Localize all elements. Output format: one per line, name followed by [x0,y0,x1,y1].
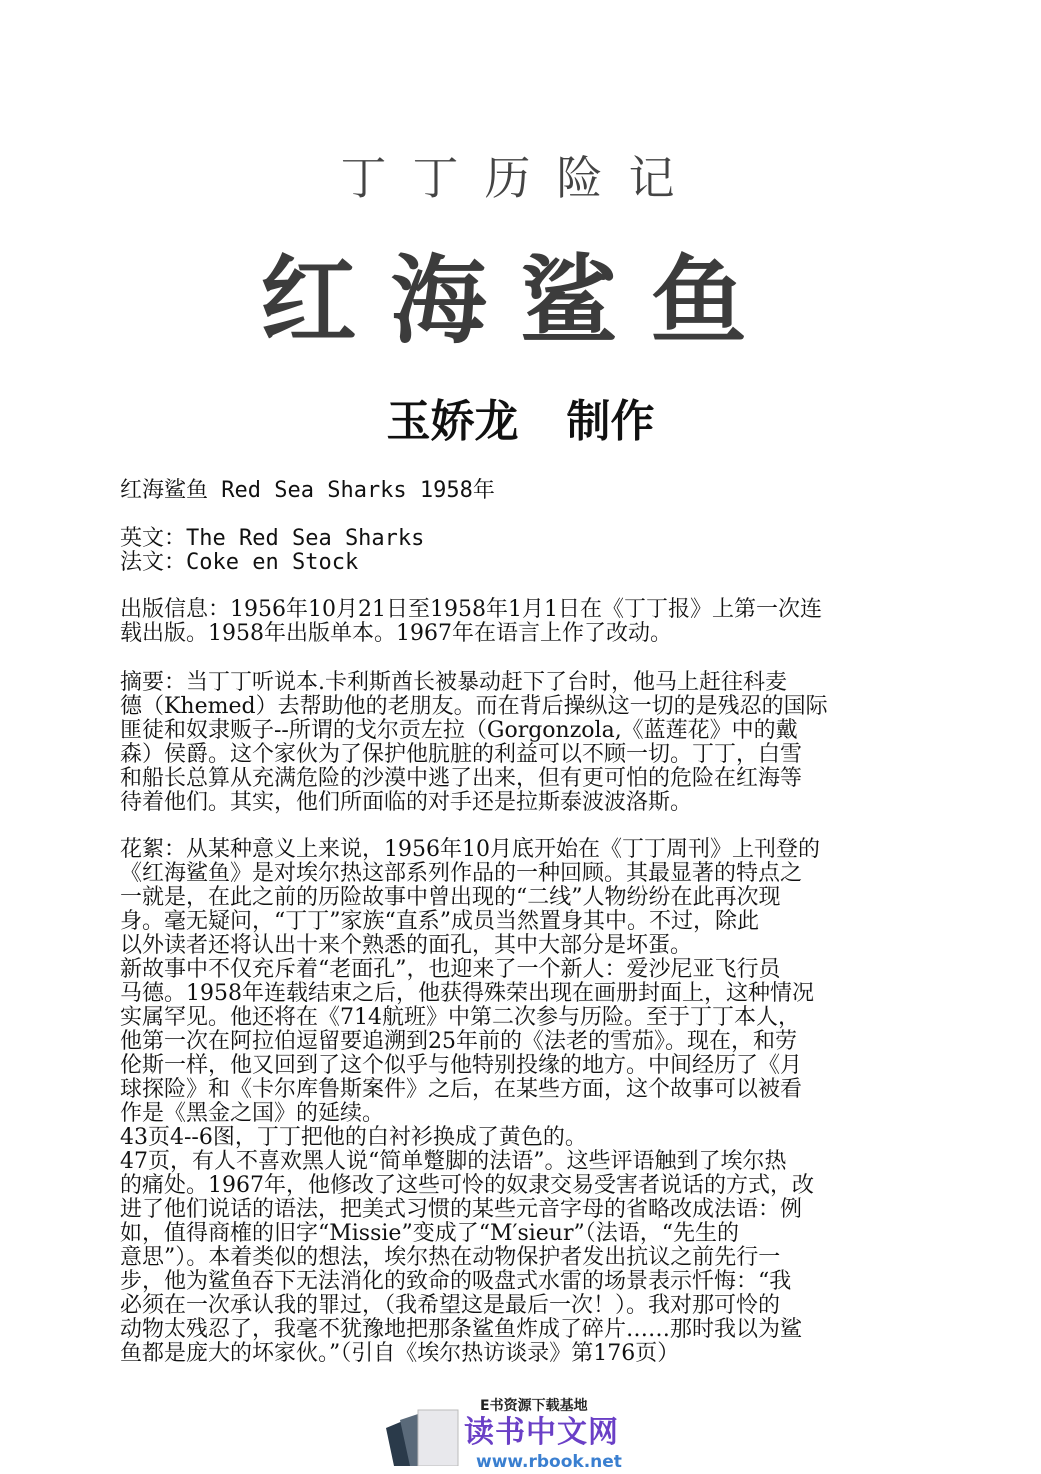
logo-name: 读书中文网 [464,1415,619,1450]
credit-label: 制作 [566,396,655,447]
text-line: 如，值得商榷的旧字“Missie”变成了“M′sieur”（法语，“先生的 [120,1221,739,1246]
site-logo [380,1398,650,1474]
author-credit [0,395,1041,449]
heading-line: 红海鲨鱼 Red Sea Sharks 1958年 [120,478,495,503]
text-line: 以外读者还将认出十来个熟悉的面孔，其中大部分是坏蛋。 [120,933,693,958]
text-line: 动物太残忍了，我毫不犹豫地把那条鲨鱼炸成了碎片……那时我以为鲨 [120,1317,803,1342]
text-line: 作是《黑金之国》的延续。 [120,1101,385,1126]
text-line: 新故事中不仅充斥着“老面孔”，也迎来了一个新人：爱沙尼亚飞行员 [120,957,781,982]
book-icon [380,1408,460,1466]
text-line: 进了他们说话的语法，把美式习惯的某些元音字母的省略改成法语：例 [120,1197,803,1222]
french-title: 法文：Coke en Stock [120,550,359,575]
text-line: 德（Khemed）去帮助他的老朋友。而在背后操纵这一切的是残忍的国际 [120,694,828,719]
text-line: 必须在一次承认我的罪过，（我希望这是最后一次！）。我对那可怜的 [120,1293,781,1318]
publication-paragraph [120,598,930,646]
titles-block [120,527,930,575]
text-line: 载出版。1958年出版单本。1967年在语言上作了改动。 [120,621,672,646]
text-line: 47页，有人不喜欢黑人说“简单蹩脚的法语”。这些评语触到了埃尔热 [120,1149,787,1174]
text-line: 和船长总算从充满危险的沙漠中逃了出来，但有更可怕的危险在红海等 [120,766,803,791]
english-title: 英文：The Red Sea Sharks [120,526,425,551]
text-line: 球探险》和《卡尔库鲁斯案件》之后，在某些方面，这个故事可以被看 [120,1077,803,1102]
text-line: 一就是，在此之前的历险故事中曾出现的“二线”人物纷纷在此再次现 [120,885,781,910]
text-line: 他第一次在阿拉伯逗留要追溯到25年前的《法老的雪茄》。现在，和劳 [120,1029,797,1054]
text-line: 匪徒和奴隶贩子--所谓的戈尔贡左拉（Gorgonzola,《蓝莲花》中的戴 [120,718,798,743]
notes-paragraph [120,838,930,1366]
text-line: 的痛处。1967年，他修改了这些可怜的奴隶交易受害者说话的方式，改 [120,1173,814,1198]
text-line: 出版信息：1956年10月21日至1958年1月1日在《丁丁报》上第一次连 [120,597,822,622]
text-line: 43页4--6图，丁丁把他的白衬衫换成了黄色的。 [120,1125,587,1150]
author-name: 玉娇龙 [386,396,519,447]
text-line: 身。毫无疑问，“丁丁”家族“直系”成员当然置身其中。不过，除此 [120,909,759,934]
text-line: 森）侯爵。这个家伙为了保护他肮脏的利益可以不顾一切。丁丁，白雪 [120,742,803,767]
text-line: 《红海鲨鱼》是对埃尔热这部系列作品的一种回顾。其最显著的特点之 [120,861,803,886]
logo-url: www.rbook.net [476,1452,622,1472]
text-line: 马德。1958年连载结束之后，他获得殊荣出现在画册封面上，这种情况 [120,981,814,1006]
text-line: 步，他为鲨鱼吞下无法消化的致命的吸盘式水雷的场景表示忏悔：“我 [120,1269,792,1294]
summary-paragraph [120,671,930,815]
text-line: 花絮：从某种意义上来说，1956年10月底开始在《丁丁周刊》上刊登的 [120,837,820,862]
text-line: 鱼都是庞大的坏家伙。”（引自《埃尔热访谈录》第176页） [120,1341,680,1366]
book-title: 红海鲨鱼 [260,244,781,357]
text-line: 待着他们。其实，他们所面临的对手还是拉斯泰波波洛斯。 [120,790,693,815]
series-title: 丁丁历险记 [340,151,701,205]
info-heading [120,479,930,503]
text-line: 实属罕见。他还将在《714航班》中第二次参与历险。至于丁丁本人， [120,1005,800,1030]
logo-tagline: E书资源下载基地 [480,1398,588,1414]
text-line: 摘要：当丁丁听说本.卡利斯酋长被暴动赶下了台时，他马上赶往科麦 [120,670,787,695]
text-line: 伦斯一样，他又回到了这个似乎与他特别投缘的地方。中间经历了《月 [120,1053,803,1078]
text-line: 意思”）。本着类似的想法，埃尔热在动物保护者发出抗议之前先行一 [120,1245,781,1270]
